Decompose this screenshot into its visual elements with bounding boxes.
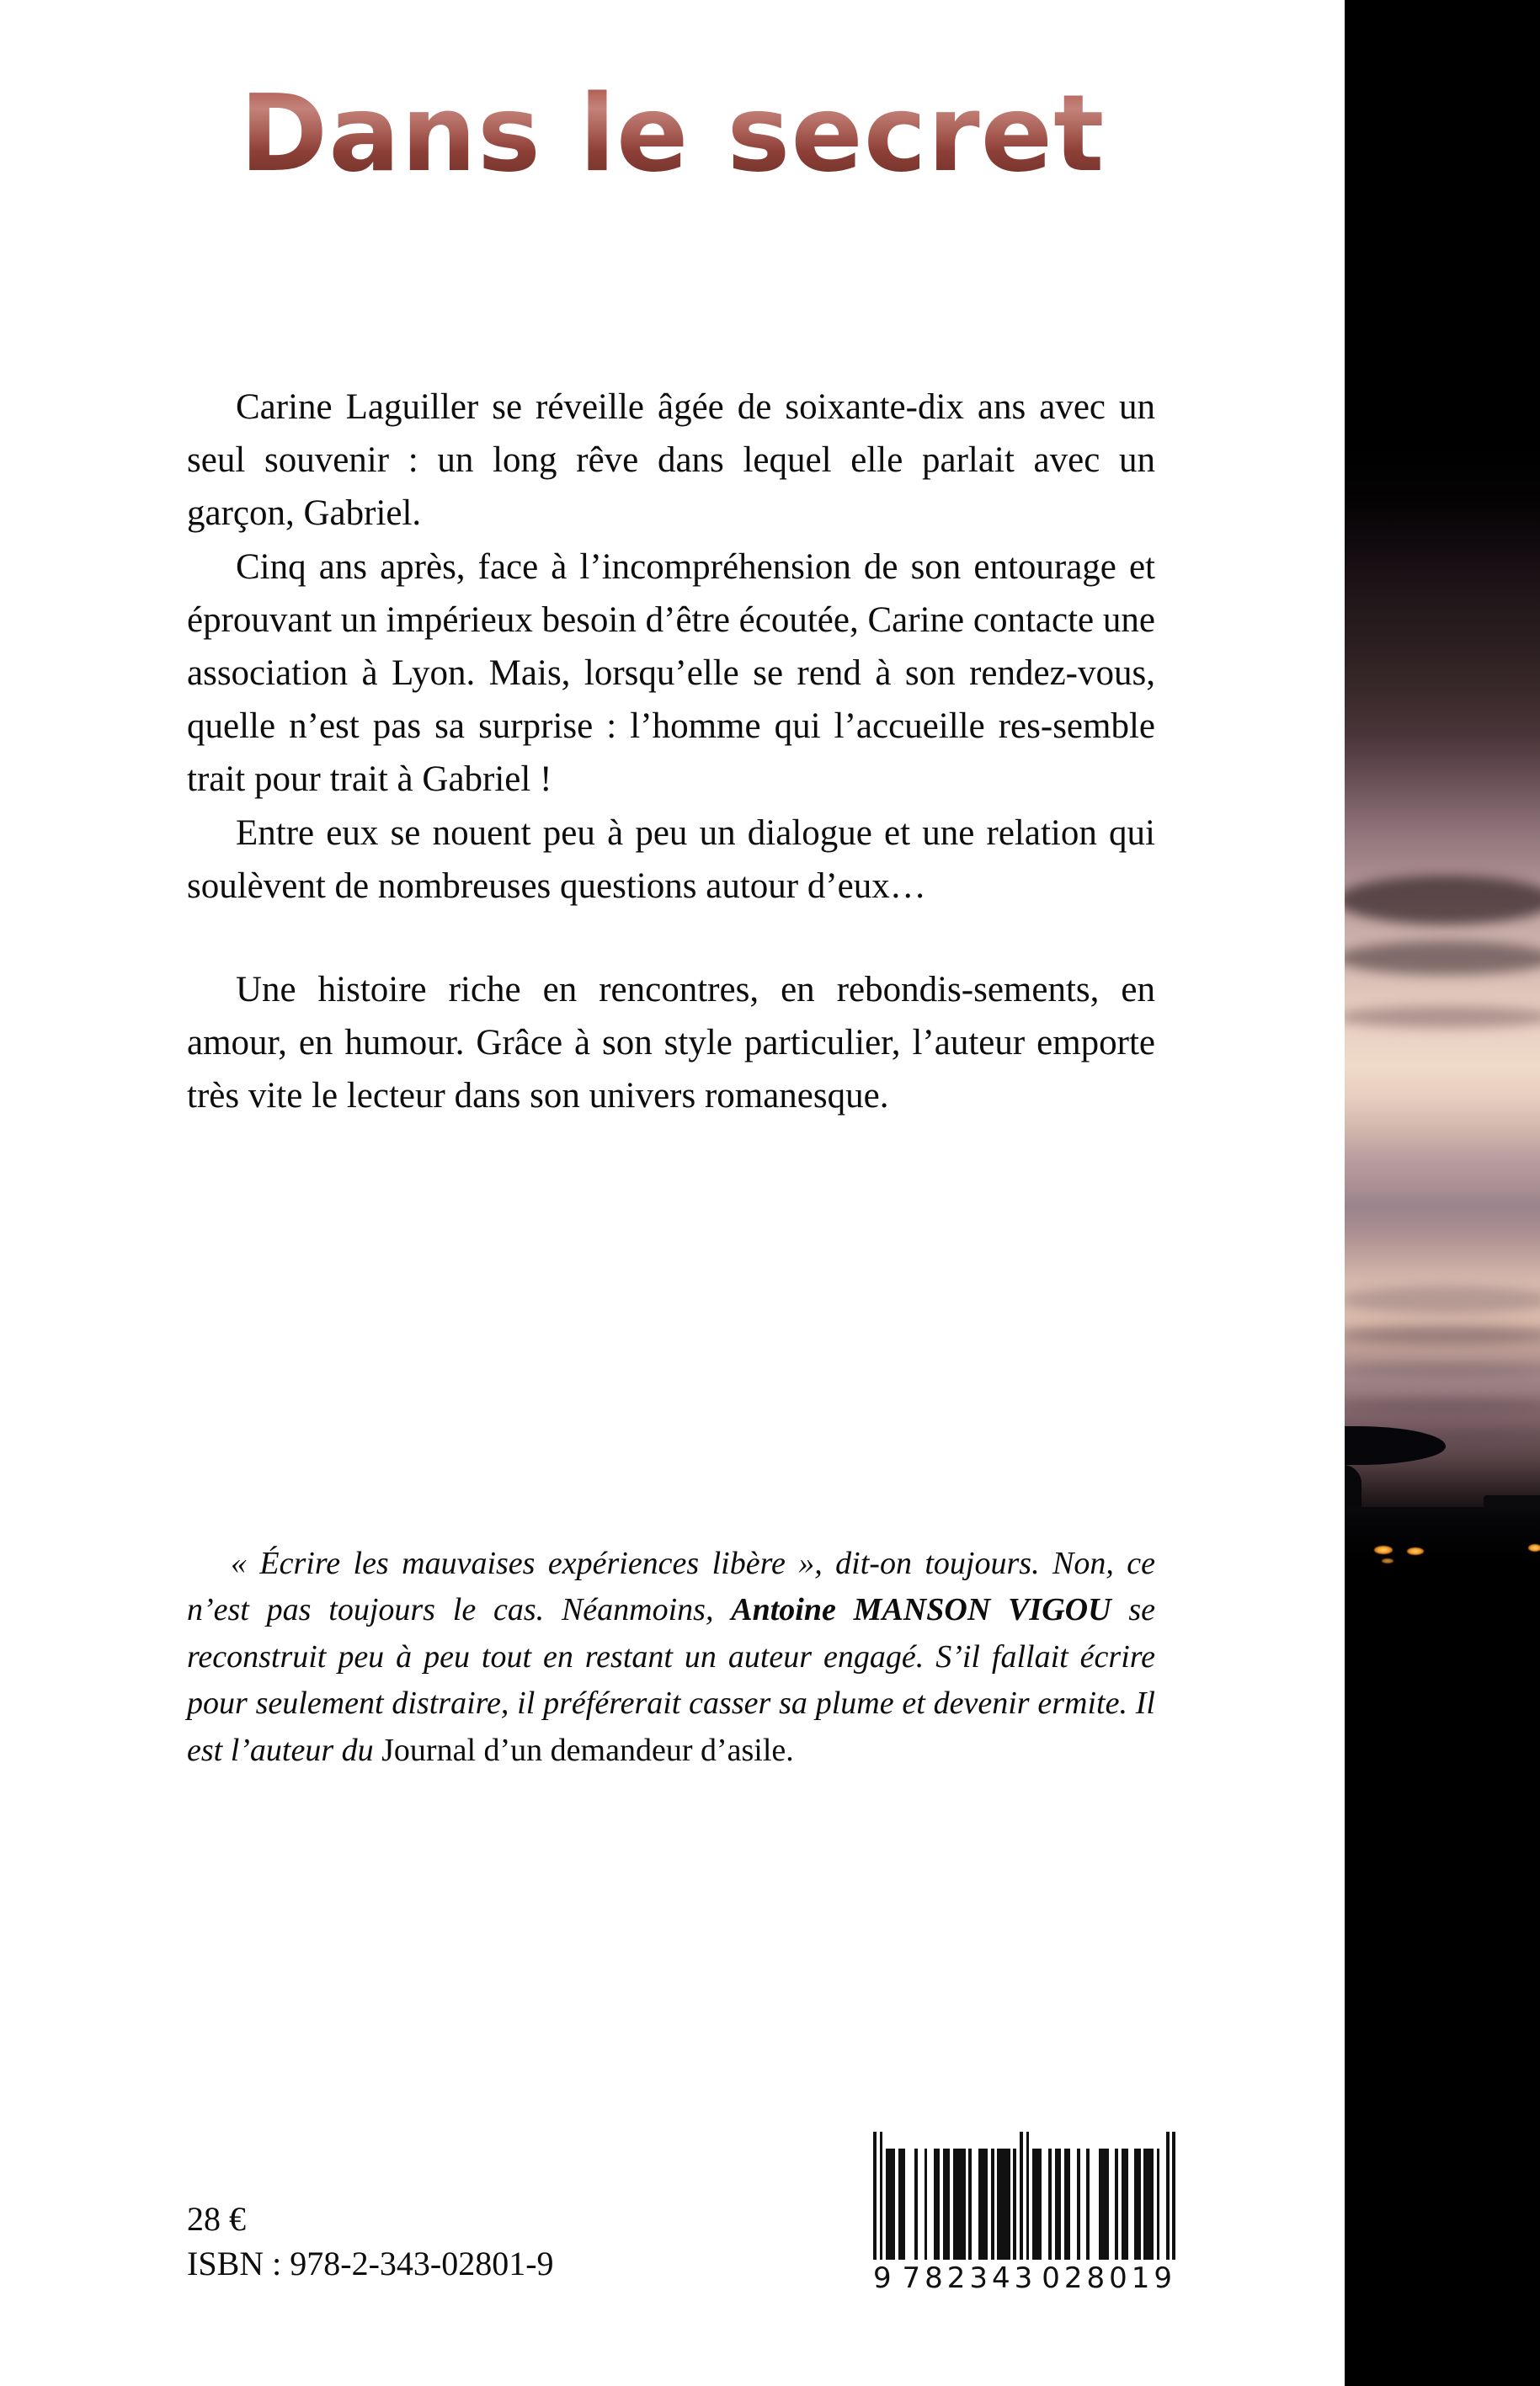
cloud-band: [1345, 1006, 1540, 1028]
cloud-band: [1345, 1399, 1540, 1413]
author-name: Antoine MANSON VIGOU: [731, 1592, 1111, 1628]
blurb-paragraph-4: Une histoire riche en rencontres, en rebondis-sements, en amour, en humour. Grâce à son style particulier, l’auteur emporte très vite le lecteur dans son univers romanesque.: [187, 970, 1155, 1116]
window-light: [1374, 1546, 1393, 1554]
author-note-part1: « Écrire les mauvaises expériences libère », dit-on toujours. Non, ce n’est pas toujours le cas. Néanmoins,: [187, 1546, 1155, 1628]
barcode-left-digits: 782343: [902, 2261, 1037, 2295]
footer-left: [187, 2197, 776, 2287]
window-light: [1407, 1547, 1424, 1555]
barcode: [873, 2149, 1176, 2295]
book-title: Dans le secret: [239, 72, 1106, 195]
blurb-paragraph-1: Carine Laguiller se réveille âgée de soixante-dix ans avec un seul souvenir : un long rêve dans lequel elle parlait avec un garçon, Gabriel.: [187, 387, 1155, 534]
cloud-band: [1345, 1326, 1540, 1345]
blurb-paragraph-3: Entre eux se nouent peu à peu un dialogue et une relation qui soulèvent de nombreuses questions autour d’eux…: [187, 812, 1155, 906]
cloud-band: [1345, 876, 1540, 924]
cover-photo-strip: [1345, 0, 1540, 2386]
dark-foreground: [1345, 1507, 1540, 2386]
barcode-digits: [873, 2261, 1176, 2295]
blurb-paragraph-2: Cinq ans après, face à l’incompréhension de son entourage et éprouvant un impérieux besoin d’être écoutée, Carine contacte une association à Lyon. Mais, lorsqu’elle se rend à son rendez-vous, quelle n’est pas sa surprise : l’homme qui l’accueille res-semble trait pour trait à Gabriel !: [187, 546, 1155, 800]
window-light: [1382, 1558, 1393, 1563]
window-light: [1528, 1544, 1540, 1552]
barcode-lead-digit: 9: [873, 2261, 893, 2295]
blurb-text: [187, 381, 1155, 1123]
author-previous-work-title: Journal d’un demandeur d’asile.: [381, 1732, 794, 1768]
isbn-label: ISBN : 978-2-343-02801-9: [187, 2245, 554, 2283]
cloud-band: [1345, 1362, 1540, 1377]
author-note-part2: se reconstruit peu à peu tout en restant un auteur engagé. S’il fallait écrire pour seulement distraire, il préférerait casser sa plume et devenir ermite. Il est l’auteur du: [187, 1592, 1155, 1768]
cloud-band: [1345, 941, 1540, 975]
barcode-right-digits: 028019: [1042, 2261, 1176, 2295]
price-label: 28 €: [187, 2200, 246, 2239]
title-block: [0, 72, 1345, 195]
barcode-bars: [873, 2149, 1176, 2260]
author-note: [187, 1541, 1155, 1774]
author-note-paragraph: [187, 1541, 1155, 1774]
cloud-band: [1345, 1286, 1540, 1313]
